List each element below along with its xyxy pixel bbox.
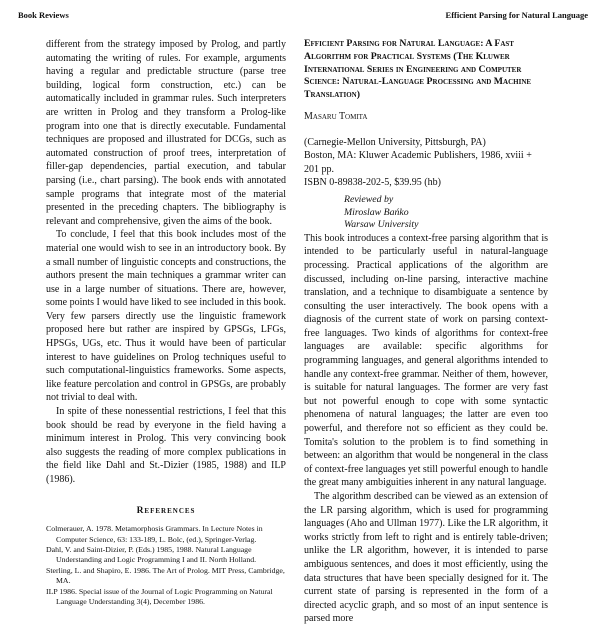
reference-entry: Colmerauer, A. 1978. Metamorphosis Grammars. In Lecture Notes in Computer Science, 63: 133-189, L. Bolc, (ed.), Springer-Verlag. [46,524,263,544]
book-title: Efficient Parsing for Natural Language: A Fast Algorithm for Practical Systems (The Kluwer International Series in Engineering and Computer Science: Natural-Language Processing and Machine Translation) [304,38,532,101]
reviewer-affiliation: Warsaw University [344,219,419,231]
paragraph: This book introduces a context-free parsing algorithm that is intended to be particularly useful in natural-language processing. Practical applications of the algorithm are discussed, including on-line parsing, interactive machine translation, and a technique to disambiguate a sentence by consulting the user interactively. The book opens with a diagnosis of the current state of work on parsing context-free languages. Two kinds of algorithms for context-free languages are available: specific algorithms for programming languages, and general algorithms intended to handle any context-free grammar. Neither of them, however, is suitable for natural languages. The former are very fast but not powerful enough to cope with some syntactic phenomena of natural languages; the latter are even too powerful, and therefore not so efficient as they could be. Tomita's solution to the problem is to find something in between: an algorithm that would be nongeneral in the class of context-free languages yet still powerful enough to handle the great many ambiguities inherent in any natural language. [304,232,548,489]
running-header-left: Book Reviews [18,10,69,20]
reviewer-name: Miroslaw Bańko [344,206,409,218]
author-affiliation: (Carnegie-Mellon University, Pittsburgh, PA) [304,136,486,148]
reviewer-block [304,194,548,232]
paragraph: different from the strategy imposed by Prolog, and partly automating the writing of rules. For example, arguments having a regular and predictable structure (parse tree building, logical form construction, etc.) can be automatically included in grammar rules. Such interpreters are written in Prolog and they transform a Prolog-like program into one that is directly executable. Fundamental techniques are proposed and illustrated for DCGs, such as automated construction of proof trees, interpretation of filler-gap dependencies, partial execution, and tabular parsing (i.e., chart parsing). The book ends with annotated sample programs that integrate most of the material presented in the preceding chapters. The bibliography is relevant and comprehensive, given the aims of the book. [46,39,286,227]
publication-info [304,136,548,190]
book-author: Masaru Tomita [304,110,368,122]
references-heading: References [136,505,196,516]
isbn-line: ISBN 0-89838-202-5, $39.95 (hb) [304,177,441,189]
paragraph: To conclude, I feel that this book includes most of the material one would wish to see in an introductory book. By a small number of linguistic concepts and constructions, the authors present the main techniques a grammar writer can use in a large number of situations. There are, however, some points I would have liked to see included in this book. Very few parsers directly use the linguistic framework proposed here but rather are inspired by GPSGs, LFGs, HPSGs, UGs, etc. Thus it would have been of particular interest to have guidelines on Prolog techniques useful to such computational-linguistics frameworks. Some aspects, like feature percolation and control in GPSGs, are probably not trivial to deal with. [46,229,286,404]
publisher-line: Boston, MA: Kluwer Academic Publishers, 1986, xviii + 201 pp. [304,150,532,175]
reviewed-by-label: Reviewed by [344,193,394,205]
reference-entry: Dahl, V. and Saint-Dizier, P. (Eds.) 1985, 1988. Natural Language Understanding and Logic Programming I and II. North Holland. [46,545,257,565]
reference-entry: Sterling, L. and Shapiro, E. 1986. The Art of Prolog. MIT Press, Cambridge, MA. [46,565,285,586]
left-column [46,38,286,607]
reference-entry: ILP 1986. Special issue of the Journal of Logic Programming on Natural Language Understanding 3(4), December 1986. [46,586,273,607]
right-column [304,38,548,626]
running-header-right: Efficient Parsing for Natural Language [445,10,588,20]
paragraph: The algorithm described can be viewed as an extension of the LR parsing algorithm, which is used for programming languages (Aho and Ullman 1977). Like the LR algorithm, it works strictly from left to right and is entirely table-driven; unlike the LR algorithm, however, it is intended to parse ambiguous sentences, and does it most efficiently, using the data structures that have been specially designed for it. The current state of parsing is represented in the form of a directed acyclic graph, and so most of an input sentence is parsed more [304,491,548,625]
paragraph: In spite of these nonessential restrictions, I feel that this book should be read by everyone in the field having a minimum interest in Prolog. This very convincing book also suggests the reading of more complex publications in the field like Dahl and St.-Dizier (1985, 1988) and ILP (1986). [46,406,286,485]
